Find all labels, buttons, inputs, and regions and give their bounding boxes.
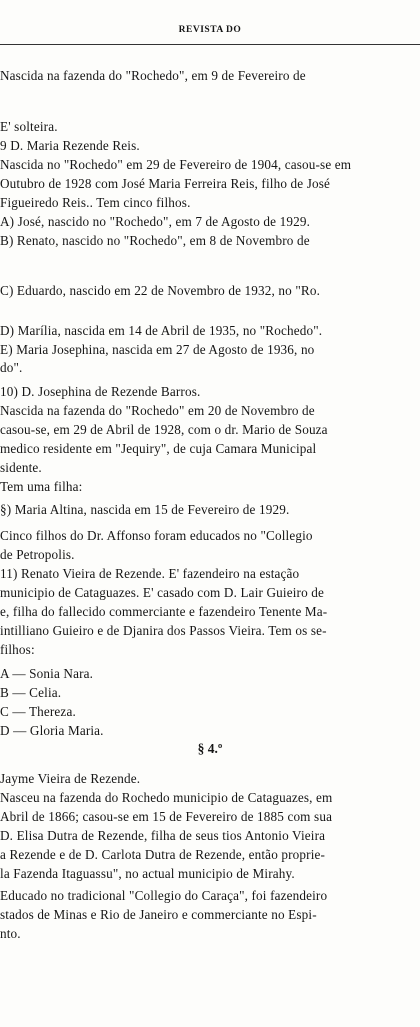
text-line: medico residente em "Jequiry", de cuja Camara Municipal — [0, 441, 317, 456]
text-line: Educado no tradicional "Collegio do Caraça", foi fazendeiro — [0, 888, 328, 903]
text-line: filhos: — [0, 642, 35, 657]
text-line: 11) Renato Vieira de Rezende. E' fazendeiro na estação — [0, 566, 300, 581]
text-line: 9 D. Maria Rezende Reis. — [0, 138, 140, 153]
text-line: Tem uma filha: — [0, 479, 83, 494]
text-line: sidente. — [0, 460, 42, 475]
text-line: E' solteira. — [0, 119, 58, 134]
text-line: Nasceu na fazenda do Rochedo municipio de Cataguazes, em — [0, 790, 333, 805]
text-line: de Petropolis. — [0, 547, 75, 562]
text-line: B — Celia. — [0, 685, 62, 700]
text-line: e, filha do fallecido commerciante e fazendeiro Tenente Ma- — [0, 604, 328, 619]
text-line: Outubro de 1928 com José Maria Ferreira Reis, filho de José — [0, 176, 331, 191]
text-line: Figueiredo Reis.. Tem cinco filhos. — [0, 195, 191, 210]
text-line: Jayme Vieira de Rezende. — [0, 771, 141, 786]
text-line: la Fazenda Itaguassu", no actual municipio de Mirahy. — [0, 866, 295, 881]
text-line: stados de Minas e Rio de Janeiro e commerciante no Espi- — [0, 907, 317, 922]
text-line: Nascida na fazenda do "Rochedo" em 20 de Novembro de — [0, 403, 315, 418]
text-line: Abril de 1866; casou-se em 15 de Fevereiro de 1885 com sua — [0, 809, 333, 824]
text-line: do". — [0, 360, 23, 375]
text-line: nto. — [0, 926, 21, 941]
text-line: E) Maria Josephina, nascida em 27 de Agosto de 1936, no — [0, 342, 315, 357]
text-line: D — Gloria Maria. — [0, 723, 104, 738]
text-line: 10) D. Josephina de Rezende Barros. — [0, 384, 201, 399]
text-line: casou-se, em 29 de Abril de 1928, com o dr. Mario de Souza — [0, 422, 328, 437]
text-line: Nascida na fazenda do "Rochedo", em 9 de Fevereiro de — [0, 68, 306, 83]
text-line: D. Elisa Dutra de Rezende, filha de seus tios Antonio Vieira — [0, 828, 326, 843]
text-line: D) Marília, nascida em 14 de Abril de 1935, no "Rochedo". — [0, 323, 323, 338]
text-line: B) Renato, nascido no "Rochedo", em 8 de Novembro de — [0, 233, 310, 248]
text-line: §) Maria Altina, nascida em 15 de Fevereiro de 1929. — [0, 502, 290, 517]
text-line: A — Sonia Nara. — [0, 666, 94, 681]
text-line: A) José, nascido no "Rochedo", em 7 de Agosto de 1929. — [0, 214, 311, 229]
section-heading: § 4.º — [197, 741, 223, 756]
text-line: a Rezende e de D. Carlota Dutra de Rezende, então proprie- — [0, 847, 326, 862]
text-line: C) Eduardo, nascido em 22 de Novembro de 1932, no "Ro. — [0, 283, 321, 298]
header-rule — [0, 44, 420, 45]
text-line: Nascida no "Rochedo" em 29 de Fevereiro de 1904, casou-se em — [0, 157, 352, 172]
text-line: municipio de Cataguazes. E' casado com D. Lair Guieiro de — [0, 585, 325, 600]
running-header: REVISTA DO — [178, 25, 242, 35]
text-line: C — Thereza. — [0, 704, 76, 719]
text-line: Cinco filhos do Dr. Affonso foram educados no "Collegio — [0, 528, 313, 543]
text-line: intilliano Guieiro e de Djanira dos Passos Vieira. Tem os se- — [0, 623, 327, 638]
